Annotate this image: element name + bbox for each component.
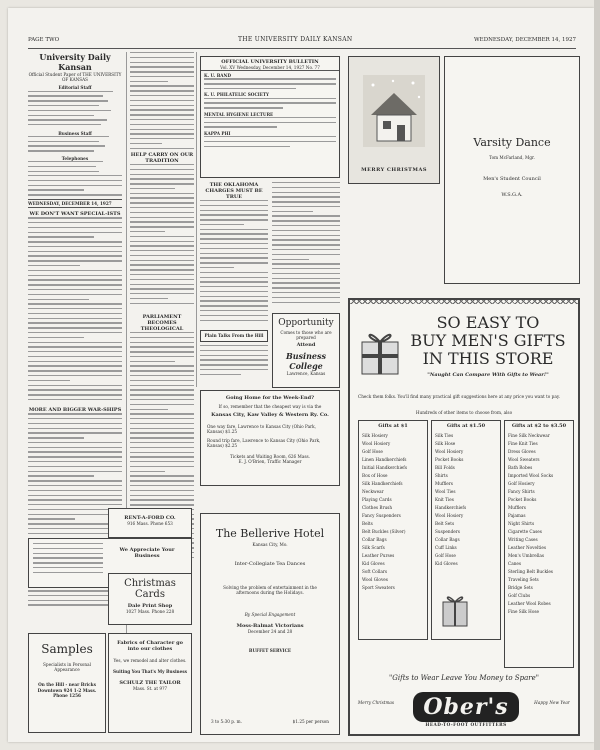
- editorial-staff-heading: Editorial Staff: [58, 85, 92, 91]
- snow-cottage-icon: [363, 75, 425, 147]
- samples-address: On the Hill - near Bricks Downtown 924 1-2 Mass. Phone 1256: [37, 682, 97, 698]
- ad-christmas-cards: [108, 573, 192, 625]
- gift-item: Belt Buckles (Silver): [362, 529, 406, 534]
- gift-package-icon: [440, 590, 470, 630]
- gift-item: Wool Hosiery: [435, 513, 464, 518]
- obers-headline-2: BUY MEN'S GIFTS: [410, 331, 566, 350]
- fabrics-title: Fabrics of Character go into our clothes: [117, 640, 183, 652]
- gift-item: Golf Hose: [435, 553, 456, 558]
- editorial-title-2: MORE AND BIGGER WAR-SHIPS: [28, 407, 122, 414]
- ad-going-home: [200, 390, 340, 486]
- gifts-col3-title: Gifts at $2 to $3.50: [511, 423, 567, 429]
- gift-item: Wool Ties: [435, 489, 456, 494]
- gift-item: Silk Ties: [435, 433, 454, 438]
- telephones-heading: Telephones: [61, 155, 89, 161]
- obers-intro: Check them folks. You'll find many practical gift suggestions here at any price you want to pay.: [358, 394, 560, 399]
- schulz-name: SCHULZ THE TAILOR: [119, 680, 181, 687]
- masthead-dateline: WEDNESDAY, DECEMBER 14, 1927: [28, 199, 122, 208]
- bellerive-special: By Special Engagement: [244, 611, 296, 617]
- gift-item: Kid Gloves: [435, 561, 458, 566]
- gift-item: Imported Wool Socks: [508, 473, 554, 478]
- gift-item: Leather Wool Robes: [508, 601, 551, 606]
- parliament-heading: PARLIAMENT BECOMES THEOLOGICAL: [140, 314, 184, 332]
- gift-item: Suspenders: [435, 529, 460, 534]
- ad-schulz-tailor: [108, 633, 192, 733]
- gift-item: Golf Hose: [362, 449, 383, 454]
- varsity-title: Varsity Dance: [473, 136, 551, 149]
- obers-tagline: "Naught Can Compare With Gifts to Wear!": [427, 372, 549, 378]
- christmas-cards-title: Christmas Cards: [124, 578, 176, 600]
- gift-item: Mufflers: [435, 481, 453, 486]
- opportunity-sub: Comes to those who are prepared: [280, 330, 332, 341]
- gift-item: Bridge Sets: [508, 585, 533, 590]
- gifts-column-1: [358, 420, 428, 640]
- going-home-round-trip: Round trip fare, Lawrence to Kansas City (Ohio Park, Kansas) $2.25: [207, 437, 321, 448]
- obers-logo: [404, 692, 528, 727]
- gift-item: Shirts: [435, 473, 448, 478]
- bulletin-vol: Vol. XV Wednesday, December 14, 1927 No. 77: [201, 65, 339, 71]
- varsity-wsga: W.S.G.A.: [501, 192, 523, 199]
- gifts-col1-title: Gifts at $1: [378, 423, 408, 429]
- going-home-railway: Kansas City, Kaw Valley & Western Ry. Co.: [211, 412, 329, 419]
- gifts-col2-title: Gifts at $1.50: [446, 423, 486, 429]
- gift-item: Silk Handkerchiefs: [362, 481, 403, 486]
- merry-christmas-art: [348, 56, 440, 184]
- gift-item: Mufflers: [508, 505, 526, 510]
- obers-logo-sub: HEAD-TO-FOOT OUTFITTERS: [425, 722, 507, 727]
- gift-item: Fancy Suspenders: [362, 513, 401, 518]
- obers-happy: Happy New Year: [534, 700, 570, 705]
- gift-item: Belts: [362, 521, 373, 526]
- going-home-agent: E. J. O'Brien, Traffic Manager: [238, 459, 302, 465]
- plain-talks-box: [200, 330, 268, 342]
- gift-item: Men's Umbrellas: [508, 553, 545, 558]
- bellerive-price: $1.25 per person: [292, 718, 329, 724]
- page-header: [28, 34, 576, 49]
- ad-business-college: [272, 313, 340, 388]
- charges-continued: [272, 182, 340, 312]
- bulletin-item-3: MENTAL HYGIENE LECTURE: [204, 111, 274, 117]
- varsity-council: Men's Student Council: [483, 176, 541, 183]
- gift-item: Leather Purses: [362, 553, 395, 558]
- telephone-list: [28, 161, 122, 175]
- bellerive-solving: Solving the problem of entertainment in the afternoons during the Holidays.: [223, 585, 317, 596]
- plain-talks-title: Plain Talks From the Hill: [204, 333, 264, 338]
- gift-item: Initial Handkerchiefs: [362, 465, 407, 470]
- masthead-notice: [28, 175, 122, 199]
- gift-item: Pocket Books: [435, 457, 464, 462]
- bellerive-title: The Bellerive Hotel: [215, 527, 325, 540]
- gifts-column-3: [504, 420, 574, 668]
- gift-item: Bath Robes: [508, 465, 533, 470]
- bellerive-dates: December 24 and 28: [247, 628, 293, 634]
- gift-item: Wool Hosiery: [435, 449, 464, 454]
- charges-body: [200, 200, 268, 330]
- gift-item: Wool Hosiery: [362, 441, 391, 446]
- gift-item: Cigarette Cases: [508, 529, 542, 534]
- fabrics-sub2: Suiting You That's My Business: [113, 669, 187, 675]
- bulletin-item-1: K. U. BAND: [204, 73, 231, 79]
- gift-item: Canes: [508, 561, 522, 566]
- gift-item: Golf Hosiery: [508, 481, 535, 486]
- business-staff-heading: Business Staff: [58, 130, 92, 136]
- business-list: [28, 136, 122, 156]
- page-date: WEDNESDAY, DECEMBER 14, 1927: [474, 37, 576, 43]
- obers-logo-text: Ober's: [413, 692, 518, 722]
- going-home-line1: If so, remember that the cheapest way is via the: [218, 404, 322, 409]
- gift-item: Dress Gloves: [508, 449, 536, 454]
- gift-item: Linen Handkerchiefs: [362, 457, 407, 462]
- gift-item: Cuff Links: [435, 545, 457, 550]
- fabrics-sub: Yes, we remodel and alter clothes.: [113, 658, 187, 663]
- editorial-continued: [130, 52, 194, 152]
- going-home-tickets: Tickets and Waiting Room, 626 Mass.: [230, 454, 310, 460]
- column-4: [272, 182, 340, 312]
- obers-merry: Merry Christmas: [357, 700, 395, 705]
- gift-item: Belt Sets: [435, 521, 455, 526]
- gift-item: Collar Bags: [435, 537, 460, 542]
- column-3: [200, 182, 268, 385]
- gift-item: Sport Sweaters: [362, 585, 395, 590]
- help-carry-body: [130, 164, 194, 314]
- varsity-manager: Tom McFarland, Mgr.: [489, 155, 535, 160]
- gift-item: Neckwear: [362, 489, 384, 494]
- opportunity-attend: Attend: [296, 342, 316, 349]
- gift-item: Fine Silk Hose: [508, 609, 539, 614]
- page-scroll-edge: [594, 0, 600, 750]
- gift-item: Collar Bags: [362, 537, 387, 542]
- going-home-one-way: One way fare, Lawrence to Kansas City (Ohio Park, Kansas) $1.25: [207, 424, 316, 435]
- samples-sub: Specialists in Personal Appearance: [43, 662, 91, 673]
- rent-a-ford-title: RENT-A-FORD CO.: [124, 515, 176, 521]
- gift-item: Handkerchiefs: [435, 505, 467, 510]
- staff-list: [28, 91, 122, 131]
- samples-title: Samples: [41, 642, 93, 656]
- editorial-body-1: [28, 217, 122, 407]
- gift-item: Bill Folds: [435, 465, 455, 470]
- column-divider: [126, 52, 127, 732]
- editorial-title-1: WE DON'T WANT SPECIAL-ISTS: [29, 211, 121, 218]
- gift-item: Fancy Shirts: [508, 489, 535, 494]
- bulletin-item-2: K. U. PHILATELIC SOCIETY: [204, 92, 270, 98]
- gift-item: Pocket Books: [508, 497, 537, 502]
- opportunity-title: Opportunity: [278, 318, 334, 328]
- gift-item: Sterling Belt Buckles: [508, 569, 553, 574]
- gift-item: Knit Ties: [435, 497, 454, 502]
- newspaper-page: [8, 8, 594, 742]
- ad-obers: [348, 298, 580, 736]
- official-bulletin: [200, 56, 340, 178]
- gift-item: Pajamas: [508, 513, 526, 518]
- plain-talks-body: [200, 345, 268, 385]
- gifts-col1-list: [362, 432, 424, 592]
- business-college-city: Lawrence, Kansas: [286, 371, 326, 377]
- gift-box-icon: [358, 318, 402, 378]
- obers-hundreds: Hundreds of other items to choose from, also: [415, 410, 513, 415]
- bellerive-band: Moss-Balmat Victorians: [236, 622, 304, 629]
- dale-print-name: Dale Print Shop: [127, 603, 173, 609]
- column-2: [130, 52, 194, 572]
- ad-rent-a-ford: [108, 508, 192, 538]
- bellerive-city: Kansas City, Mo.: [252, 542, 288, 547]
- bellerive-buffet: BUFFET SERVICE: [248, 648, 292, 654]
- masthead-name: University Daily Kansan: [39, 52, 111, 72]
- gift-item: Golf Clubs: [508, 593, 531, 598]
- gift-item: Kid Gloves: [362, 561, 385, 566]
- gift-item: Fine Knit Ties: [508, 441, 538, 446]
- obers-slogan: "Gifts to Wear Leave You Money to Spare": [389, 674, 539, 682]
- gifts-col3-list: [508, 432, 570, 616]
- bellerive-time: 3 to 5:30 p. m.: [211, 718, 242, 724]
- bulletin-item-4: KAPPA PHI: [204, 130, 231, 136]
- gift-item: Wool Gloves: [362, 577, 388, 582]
- gift-item: Writing Cases: [508, 537, 538, 542]
- ad-varsity-dance: [444, 56, 580, 284]
- column-divider: [196, 52, 197, 387]
- going-home-title: Going Home for the Week-End?: [225, 395, 315, 401]
- gift-item: Silk Hose: [435, 441, 456, 446]
- gift-item: Clothes Brush: [362, 505, 393, 510]
- dale-print-address: 1027 Mass. Phone 228: [125, 609, 175, 614]
- bellerive-dances: Inter-Collegiate Tea Dances: [234, 561, 306, 568]
- ad-bellerive-hotel: [200, 513, 340, 735]
- gift-item: Wool Sweaters: [508, 457, 540, 462]
- business-college-name: Business College: [285, 351, 327, 372]
- gift-item: Soft Collars: [362, 569, 388, 574]
- help-carry-heading: HELP CARRY ON OUR TRADITION: [130, 152, 194, 164]
- obers-headline-3: IN THIS STORE: [422, 349, 554, 368]
- obers-headline-1: SO EASY TO: [436, 313, 540, 332]
- charges-heading: THE OKLAHOMA CHARGES MUST BE TRUE: [205, 182, 263, 200]
- bulletin-title: OFFICIAL UNIVERSITY BULLETIN: [221, 59, 319, 65]
- ad-mattress-title: We Appreciate Your Business: [119, 547, 175, 559]
- masthead-subtitle: Official Student Paper of THE UNIVERSITY OF KANSAS: [28, 72, 122, 83]
- gift-item: Night Shirts: [508, 521, 535, 526]
- gift-item: Traveling Sets: [508, 577, 539, 582]
- gift-item: Leather Novelties: [508, 545, 546, 550]
- gift-item: Box of Hose: [362, 473, 388, 478]
- merry-christmas-text: MERRY CHRISTMAS: [361, 167, 427, 173]
- ad-samples: [28, 633, 106, 733]
- paper-name: THE UNIVERSITY DAILY KANSAN: [238, 36, 353, 43]
- rent-a-ford-address: 916 Mass. Phone 653: [127, 521, 173, 526]
- schulz-address: Mass. St. at 9?7: [132, 686, 168, 692]
- gift-item: Playing Cards: [362, 497, 392, 502]
- gifts-col2-list: [435, 432, 497, 568]
- page-number: PAGE TWO: [28, 37, 60, 43]
- gift-item: Silk Hosiery: [362, 433, 388, 438]
- gift-item: Fine Silk Neckwear: [508, 433, 550, 438]
- gift-item: Silk Scarfs: [362, 545, 385, 550]
